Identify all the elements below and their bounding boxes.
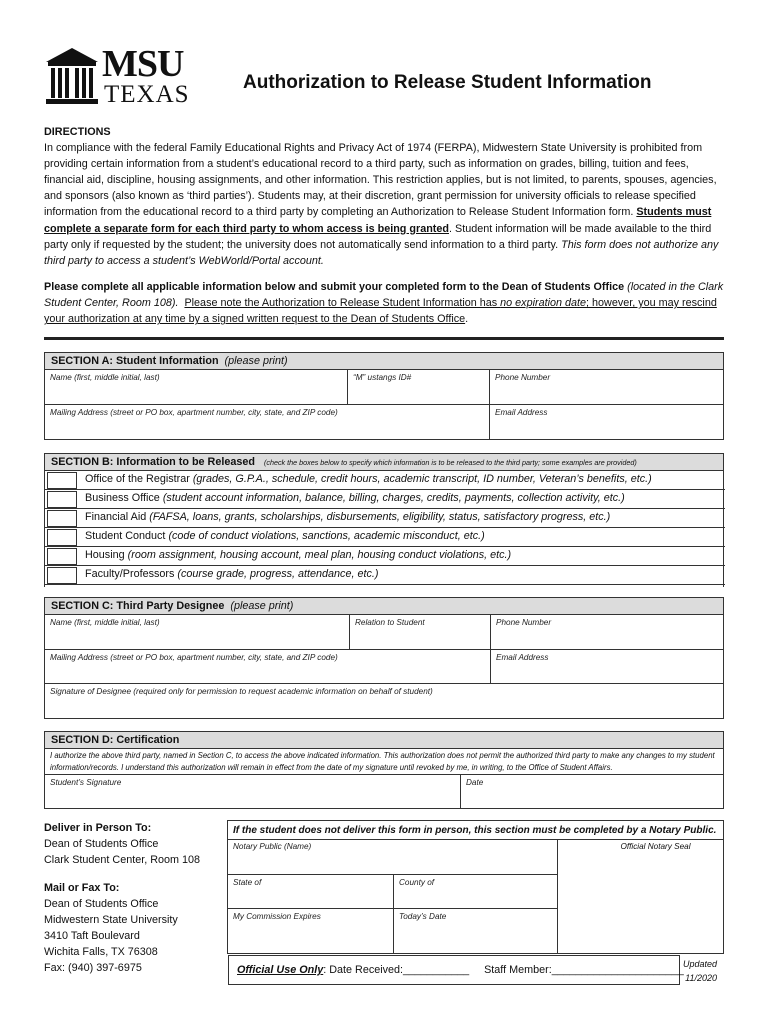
notary-state-field[interactable]: State of <box>227 875 394 909</box>
notary-county-field[interactable]: County of <box>393 875 558 909</box>
msu-texas-logo <box>44 44 214 110</box>
certification-date-field[interactable]: Date <box>461 774 723 808</box>
notary-seal-area: Official Notary Seal <box>558 839 724 954</box>
section-a-heading <box>45 353 723 370</box>
student-signature-field[interactable]: Student’s Signature <box>45 774 461 808</box>
student-address-field[interactable]: Mailing Address (street or PO box, apartment number, city, state, and ZIP code) <box>45 405 490 439</box>
deliver-info <box>44 820 200 868</box>
notary-heading: If the student does not deliver this form in person, this section must be completed by a Notary Public. <box>227 820 724 840</box>
directions <box>44 124 730 269</box>
section-c <box>44 597 724 719</box>
instructions-bold: Please complete all applicable information below and submit your completed form to the Dean of Students Office <box>44 281 628 293</box>
student-phone-field[interactable]: Phone Number <box>490 370 723 405</box>
section-b <box>44 453 724 587</box>
divider <box>44 337 724 340</box>
release-option-housing <box>45 547 725 566</box>
notary-date-field[interactable]: Today’s Date <box>393 909 558 954</box>
notary-section <box>227 820 724 965</box>
faculty-label: Faculty/Professors (course grade, progress, attendance, etc.) <box>85 568 379 580</box>
section-a-note: (please print) <box>224 355 288 367</box>
deliver-line: Clark Student Center, Room 108 <box>44 854 201 866</box>
release-option-conduct <box>45 528 725 547</box>
staff-member: Staff Member:______________________ <box>484 964 684 976</box>
instructions <box>44 279 730 328</box>
designee-email-field[interactable]: Email Address <box>491 650 723 684</box>
section-d-heading: SECTION D: Certification <box>45 732 723 749</box>
official-use-label: Official Use Only <box>237 964 324 976</box>
faculty-checkbox[interactable] <box>47 567 77 584</box>
section-b-title: SECTION B: Information to be Released <box>51 456 255 468</box>
mail-line: 3410 Taft Boulevard <box>44 930 140 942</box>
logo-msu-text: MSU <box>102 43 184 85</box>
section-a <box>44 352 724 440</box>
student-conduct-label: Student Conduct (code of conduct violations, sanctions, academic misconduct, etc.) <box>85 530 485 542</box>
date-received: : Date Received:___________ <box>323 964 470 976</box>
updated-date: 11/2020 <box>685 973 718 983</box>
mail-line: Dean of Students Office <box>44 898 159 910</box>
directions-portal-note: This form does not authorize any third party to access a student’s WebWorld/Portal account. <box>44 238 719 267</box>
mail-fax: Fax: (940) 397-6975 <box>44 962 142 974</box>
mail-heading: Mail or Fax To: <box>44 882 120 894</box>
section-a-title: SECTION A: Student Information <box>51 355 219 367</box>
instructions-no-expiration: no expiration date <box>500 297 587 310</box>
student-name-field[interactable]: Name (first, middle initial, last) <box>45 370 348 405</box>
designee-signature-field[interactable]: Signature of Designee (required only for permission to request academic information on behalf of student) <box>50 687 433 696</box>
instructions-location: (located in the Clark Student Center, Room 108). <box>44 281 724 310</box>
section-c-note: (please print) <box>230 600 294 612</box>
student-conduct-checkbox[interactable] <box>47 529 77 546</box>
logo-texas-text: TEXAS <box>104 81 190 108</box>
release-option-registrar <box>45 471 725 490</box>
release-option-financial-aid <box>45 509 725 528</box>
designee-relation-field[interactable]: Relation to Student <box>350 615 491 650</box>
section-b-heading <box>45 454 723 471</box>
directions-p1: In compliance with the federal Family Educational Rights and Privacy Act of 1974 (FERPA), Midwestern State University is prohibited from providing certain information from a student’s educational record to a third party, such as information on grades, billing, tuition and fees, financial aid, discipline, housing assignments, and other information. This restriction applies, but is not limited, to parents, spouses, agencies, and sponsors (also known as ‘third parties’). Students may, at their discretion, grant permission for university officials to release specified information from the educational record to a third party by completing an Authorization to Release Student Information form. <box>44 142 717 219</box>
notary-commission-field[interactable]: My Commission Expires <box>227 909 394 954</box>
financial-aid-label: Financial Aid (FAFSA, loans, grants, scholarships, disbursements, eligibility, status, satisfactory progress, etc.) <box>85 511 611 523</box>
mail-line: Midwestern State University <box>44 914 178 926</box>
directions-heading: DIRECTIONS <box>44 126 111 138</box>
release-option-business <box>45 490 725 509</box>
section-d <box>44 731 724 809</box>
updated-label: Updated <box>683 959 718 969</box>
notary-name-field[interactable]: Notary Public (Name) <box>227 839 558 875</box>
section-c-heading <box>45 598 723 615</box>
mail-line: Wichita Falls, TX 76308 <box>44 946 158 958</box>
deliver-line: Dean of Students Office <box>44 838 159 850</box>
designee-address-field[interactable]: Mailing Address (street or PO box, apartment number, city, state, and ZIP code) <box>45 650 491 684</box>
instructions-note-1: Please note the Authorization to Release Student Information has <box>184 297 501 310</box>
instructions-note-2: ; however, you may rescind your authorization at any time by a signed written request to the Dean of Students Office <box>44 297 717 326</box>
release-option-faculty <box>45 566 725 585</box>
certification-text: I authorize the above third party, named in Section C, to access the above indicated information. This authorization does not permit the authorized third party to make any changes to my student information/records. I understand this authorization will remain in effect from the date of my signature until revoked by me, in writing, to the Office of Student Affairs. <box>50 751 715 772</box>
section-c-title: SECTION C: Third Party Designee <box>51 600 225 612</box>
mail-info <box>44 880 178 976</box>
instructions-end: . <box>465 313 469 326</box>
student-id-field[interactable]: “M” ustangs ID# <box>348 370 490 405</box>
registrar-label: Office of the Registrar (grades, G.P.A., schedule, credit hours, academic transcript, ID number, Veteran’s benefits, etc.) <box>85 473 652 485</box>
housing-label: Housing (room assignment, housing account, meal plan, housing conduct violations, etc.) <box>85 549 512 561</box>
directions-text <box>44 140 730 269</box>
designee-name-field[interactable]: Name (first, middle initial, last) <box>45 615 350 650</box>
financial-aid-checkbox[interactable] <box>47 510 77 527</box>
deliver-heading: Deliver in Person To: <box>44 822 152 834</box>
official-use-box <box>228 955 684 985</box>
page-title: Authorization to Release Student Information <box>243 72 652 93</box>
student-email-field[interactable]: Email Address <box>495 408 548 417</box>
registrar-checkbox[interactable] <box>47 472 77 489</box>
section-b-note: (check the boxes below to specify which information is to be released to the third party; some examples are provided) <box>263 458 637 467</box>
business-office-label: Business Office (student account information, balance, billing, charges, credits, payments, collection activity, etc.) <box>85 492 625 504</box>
housing-checkbox[interactable] <box>47 548 77 565</box>
directions-p1b: . Student information will be made available to the third party only if requested by the student; the university does not automatically send information to a third party. <box>44 222 712 251</box>
designee-phone-field[interactable]: Phone Number <box>491 615 723 650</box>
directions-separate-form: Students must complete a separate form for each third party to whom access is being granted <box>44 206 712 235</box>
updated-note <box>683 957 717 985</box>
business-office-checkbox[interactable] <box>47 491 77 508</box>
